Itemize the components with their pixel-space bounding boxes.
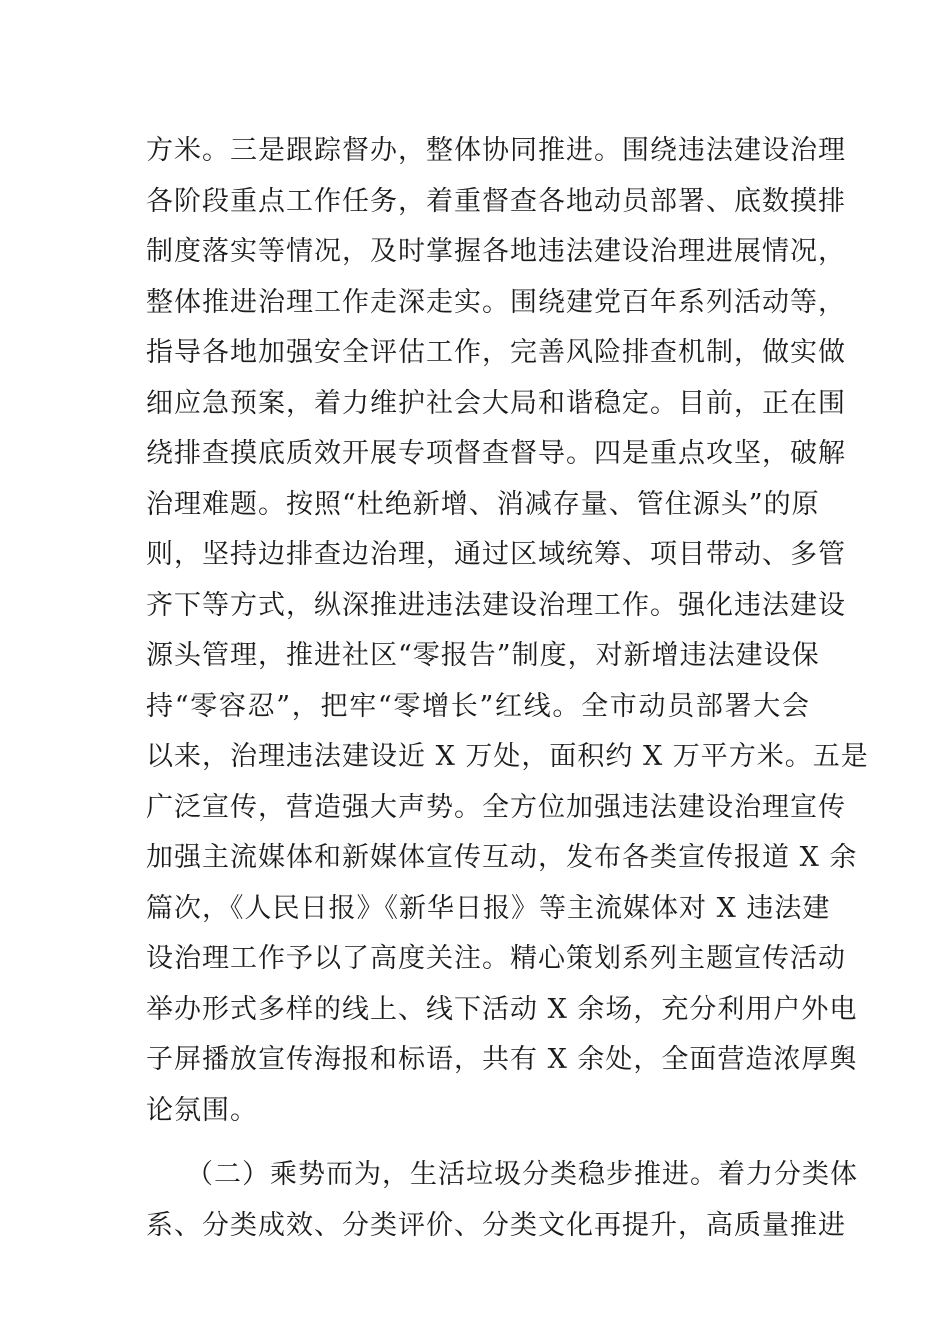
text-line: 广泛宣传，营造强大声势。全方位加强违法建设治理宣传 <box>146 791 846 823</box>
text-line: 加强主流媒体和新媒体宣传互动，发布各类宣传报道 X 余 <box>146 842 858 873</box>
text-line: 细应急预案，着力维护社会大局和谐稳定。目前，正在围 <box>146 387 846 419</box>
paragraph-1 <box>146 126 869 1136</box>
text-line: 系、分类成效、分类评价、分类文化再提升，高质量推进 <box>146 1209 846 1241</box>
text-line: 举办形式多样的线上、线下活动 X 余场，充分利用户外电 <box>146 993 858 1025</box>
paragraph-gap <box>146 1136 810 1150</box>
text-line: 方米。三是跟踪督办，整体协同推进。围绕违法建设治理 <box>146 135 846 166</box>
document-body <box>146 126 869 1251</box>
text-line: 以来，治理违法建设近 X 万处，面积约 X 万平方米。五是 <box>146 741 869 772</box>
text-line: 齐下等方式，纵深推进违法建设治理工作。强化违法建设 <box>146 589 846 621</box>
text-line: 指导各地加强安全评估工作，完善风险排查机制，做实做 <box>146 337 846 368</box>
text-line: 治理难题。按照“杜绝新增、消减存量、管住源头”的原 <box>146 488 820 520</box>
text-line: 设治理工作予以了高度关注。精心策划系列主题宣传活动 <box>146 943 846 974</box>
text-line: 子屏播放宣传海报和标语，共有 X 余处，全面营造浓厚舆 <box>146 1044 858 1075</box>
paragraph-2 <box>146 1150 858 1251</box>
text-line: 整体推进治理工作走深走实。围绕建党百年系列活动等， <box>146 286 846 318</box>
text-line: 持“零容忍”，把牢“零增长”红线。全市动员部署大会 <box>146 690 810 722</box>
text-line: 源头管理，推进社区“零报告”制度，对新增违法建设保 <box>146 640 820 671</box>
text-line: 则，坚持边排查边治理，通过区域统筹、项目带动、多管 <box>146 539 846 570</box>
text-line: 论氛围。 <box>146 1094 258 1126</box>
text-line: 各阶段重点工作任务，着重督查各地动员部署、底数摸排 <box>146 185 846 217</box>
text-line: 绕排查摸底质效开展专项督查督导。四是重点攻坚，破解 <box>146 438 846 469</box>
text-line: 制度落实等情况，及时掌握各地违法建设治理进展情况， <box>146 236 846 267</box>
text-line: 篇次，《人民日报》《新华日报》等主流媒体对 X 违法建 <box>146 892 831 924</box>
text-line: （二）乘势而为，生活垃圾分类稳步推进。着力分类体 <box>186 1159 858 1190</box>
